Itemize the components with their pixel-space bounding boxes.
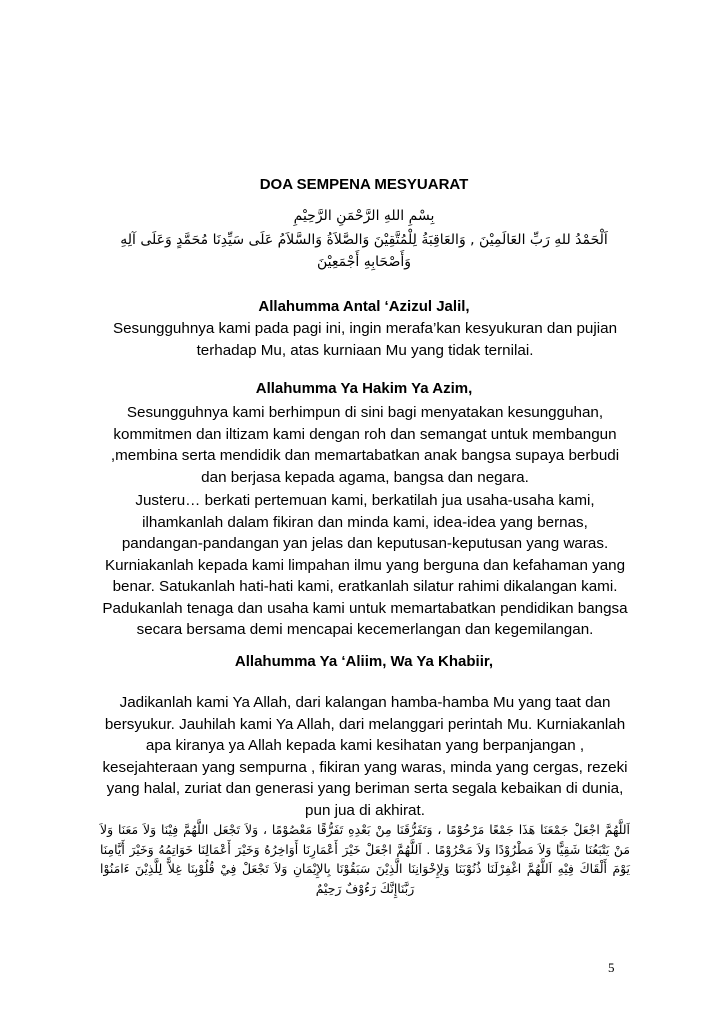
closing-arabic-prayer: اَللَّهُمَّ اجْعَلْ جَمْعَنَا هَذَا جَمْعًا مَرْحُوْمًا ، وَتَفَرُّقَنَا مِنْ بَعْدِهِ تَفَرُّقًا مَعْصُوْمًا ، وَلاَ تَجْعَل اللَّهُمَّ فِيْنَا وَلاَ مَعَنَا وَلاَ مَنْ يَتْبَعُنَا شَقِيًّا وَلاَ مَطْرُوْدًا وَلاَ مَحْرُوْمًا . اَللَّهُمَّ اجْعَلْ خَيْرَ أَعْمَارِنَا أَوَاخِرُهُ وَخَيْرَ أَعْمَالِنَا خَوَاتِمُهُ وَخَيْرَ أَيَّامِنَا يَوْمَ أَلْقَاكَ فِيْهِ اَللَّهُمَّ اغْفِرْلَنَا ذُنُوْبَنَا وَلِإِخْوَانِنَا الَّذِيْنَ سَبَقُوْنَا بِالإِيْمَانِ وَلاَ تَجْعَلْ فِيْ قُلُوْبِنَا غِلاًّ لِلَّذِيْنَ ءَامَنُوْا رَبَّنَاإِنَّكَ رَءُوْفٌ رَحِيْمٌ — [100, 822, 630, 896]
paragraph-3: Justeru… berkati pertemuan kami, berkatilah jua usaha-usaha kami, ilhamkanlah dalam fikiran dan minda kami, idea-idea yang bernas, pandangan-pandangan yan jelas dan keputusan-keputusan yang waras. Kurniakanlah kepada kami limpahan ilmu yang berguna dan kefahaman yang benar. Satukanlah hati-hati kami, eratkanlah silatur rahimi dikalangan kami. Padukanlah tenaga dan usaha kami untuk memartabatkan pendidikan bangsa secara bersama demi mencapai kecemerlangan dan kegemilangan. — [102, 492, 628, 638]
paragraph-1: Sesungguhnya kami pada pagi ini, ingin merafa’kan kesyukuran dan pujian terhadap Mu, atas kurniaan Mu yang tidak ternilai. — [112, 320, 618, 359]
document-title: DOA SEMPENA MESYUARAT — [259, 176, 469, 193]
basmalah: بِسْمِ اللهِ الرَّحْمَنِ الرَّحِيْمِ — [293, 208, 435, 224]
page-number: 5 — [608, 960, 615, 975]
opening-arabic-prayer: اَلْحَمْدُ للهِ رَبِّ العَالَمِيْنَ , وَالعَاقِبَةُ لِلْمُتَّقِيْنَ وَالصَّلاَةُ وَالسَّلاَمُ عَلَى سَيِّدِنَا مُحَمَّدٍ وَعَلَى آلِهِ وَأَصْحَابِهِ أَجْمَعِيْنَ — [120, 232, 608, 270]
paragraph-2: Sesungguhnya kami berhimpun di sini bagi menyatakan kesungguhan, kommitmen dan iltizam kami dengan roh dan semangat untuk membangun ,membina serta mendidik dan memartabatkan anak bangsa supaya berbudi dan berjasa kepada agama, bangsa dan negara. — [110, 404, 620, 486]
heading-ya-hakim: Allahumma Ya Hakim Ya Azim, — [255, 380, 473, 397]
heading-allahumma-antal: Allahumma Antal ‘Azizul Jalil, — [258, 298, 470, 315]
heading-ya-aliim: Allahumma Ya ‘Aliim, Wa Ya Khabiir, — [234, 653, 494, 670]
paragraph-4: Jadikanlah kami Ya Allah, dari kalangan hamba-hamba Mu yang taat dan bersyukur. Jauhilah kami Ya Allah, dari melanggari perintah Mu. Kurniakanlah apa kiranya ya Allah kepada kami kesihatan yang berpanjangan , kesejahteraan yang sempurna , fikiran yang waras, minda yang cergas, rezeki yang halal, zuriat dan generasi yang beriman serta segala kebaikan di dunia, pun jua di akhirat. — [102, 694, 628, 819]
